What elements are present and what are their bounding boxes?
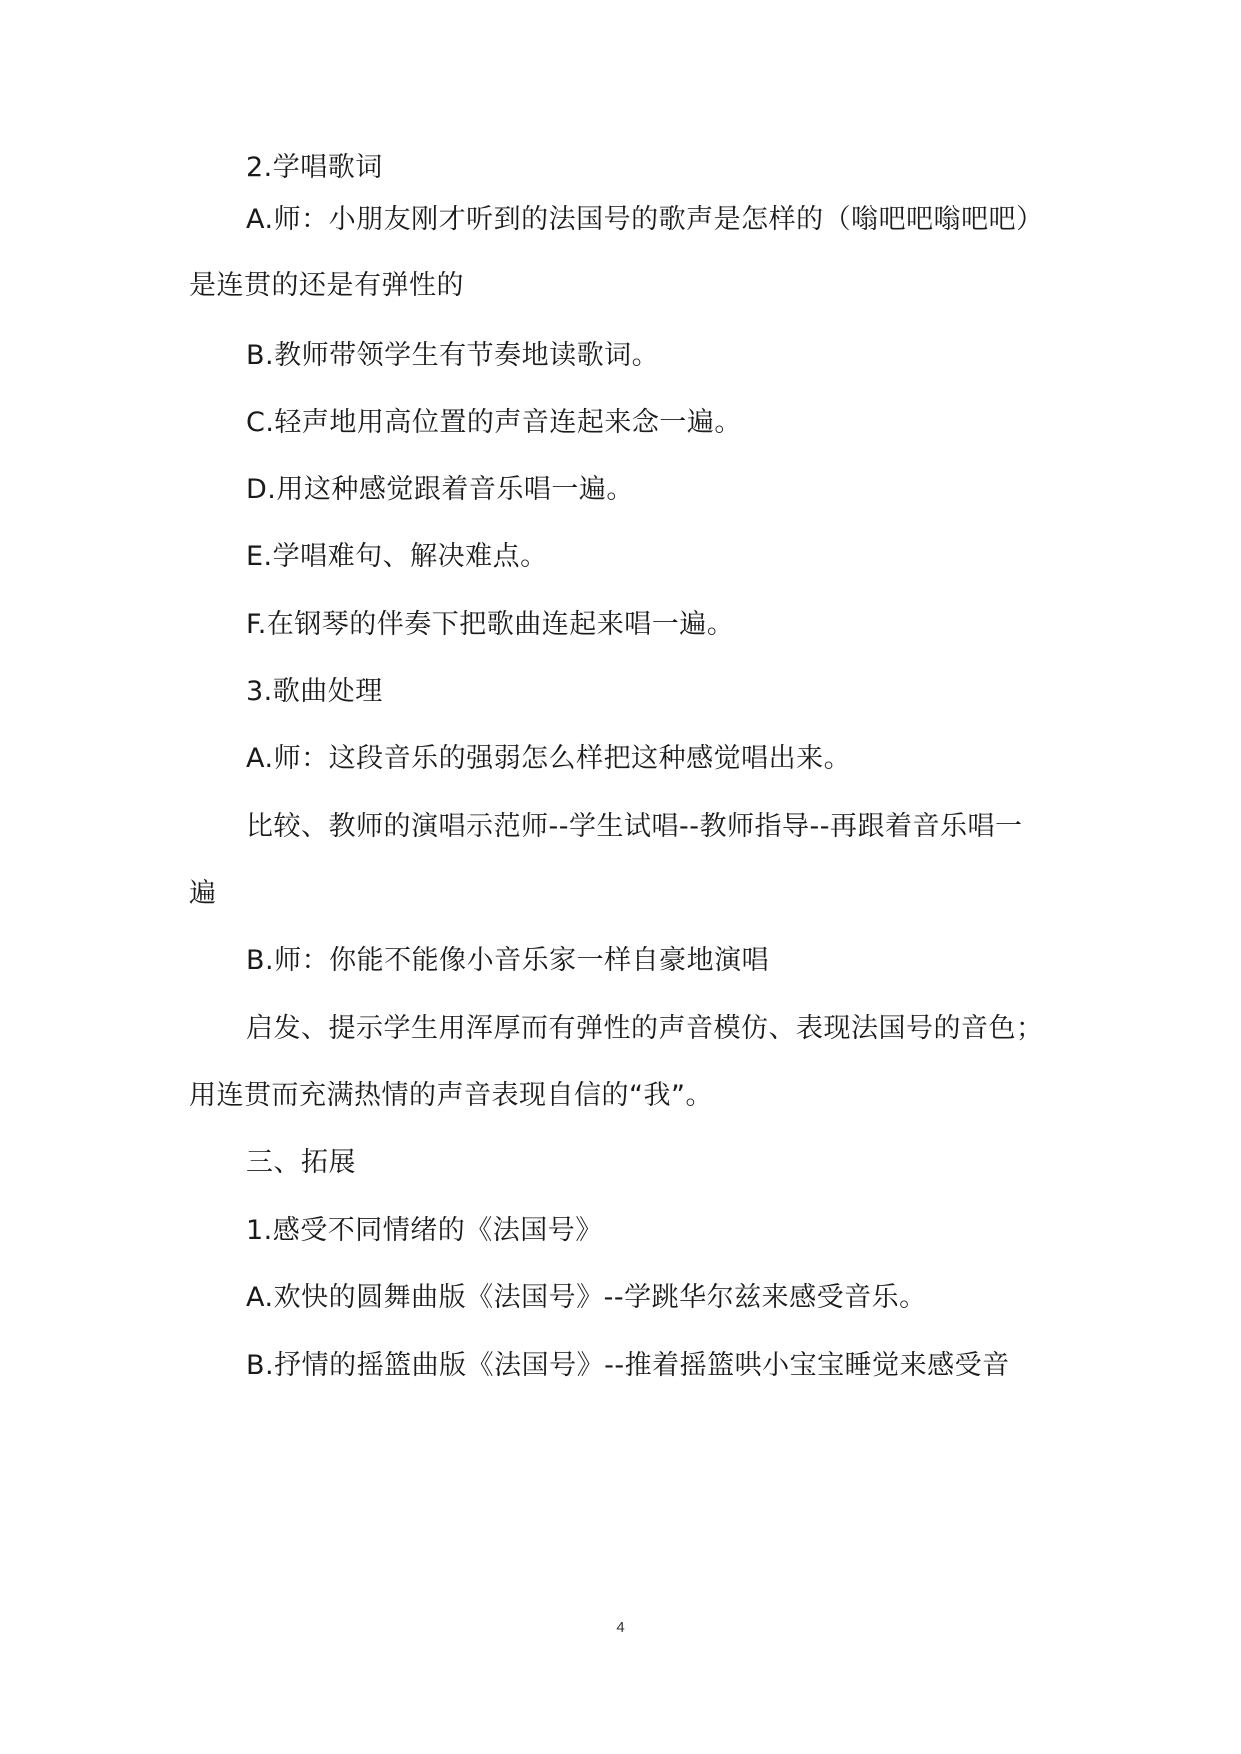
paragraph-line: C.轻声地用高位置的声音连起来念一遍。 [246, 407, 742, 438]
paragraph-line: 是连贯的还是有弹性的 [189, 270, 464, 301]
paragraph-line: 启发、提示学生用浑厚而有弹性的声音模仿、表现法国号的音色； [246, 1013, 1044, 1044]
paragraph-line: 用连贯而充满热情的声音表现自信的“我”。 [189, 1080, 713, 1111]
paragraph-line: 1.感受不同情绪的《法国号》 [246, 1215, 603, 1246]
paragraph-line: 比较、教师的演唱示范师--学生试唱--教师指导--再跟着音乐唱一 [246, 811, 1023, 842]
paragraph-line: F.在钢琴的伴奏下把歌曲连起来唱一遍。 [246, 609, 735, 640]
paragraph-line: B.教师带领学生有节奏地读歌词。 [246, 340, 660, 371]
section-heading-extension: 三、拓展 [246, 1147, 356, 1178]
paragraph-line: B.师：你能不能像小音乐家一样自豪地演唱 [246, 945, 770, 976]
paragraph-line: B.抒情的摇篮曲版《法国号》--推着摇篮哄小宝宝睡觉来感受音 [246, 1350, 1010, 1381]
paragraph-line: 遍 [189, 878, 217, 909]
page-number: 4 [616, 1619, 625, 1636]
paragraph-line: A.欢快的圆舞曲版《法国号》--学跳华尔兹来感受音乐。 [246, 1282, 927, 1313]
paragraph-line: A.师：这段音乐的强弱怎么样把这种感觉唱出来。 [246, 743, 852, 774]
section-heading-learn-lyrics: 2.学唱歌词 [246, 152, 383, 183]
paragraph-line: E.学唱难句、解决难点。 [246, 541, 548, 572]
paragraph-line: D.用这种感觉跟着音乐唱一遍。 [246, 474, 634, 505]
paragraph-line: A.师：小朋友刚才听到的法国号的歌声是怎样的（嗡吧吧嗡吧吧） [246, 204, 1044, 235]
section-heading-song-processing: 3.歌曲处理 [246, 676, 383, 707]
